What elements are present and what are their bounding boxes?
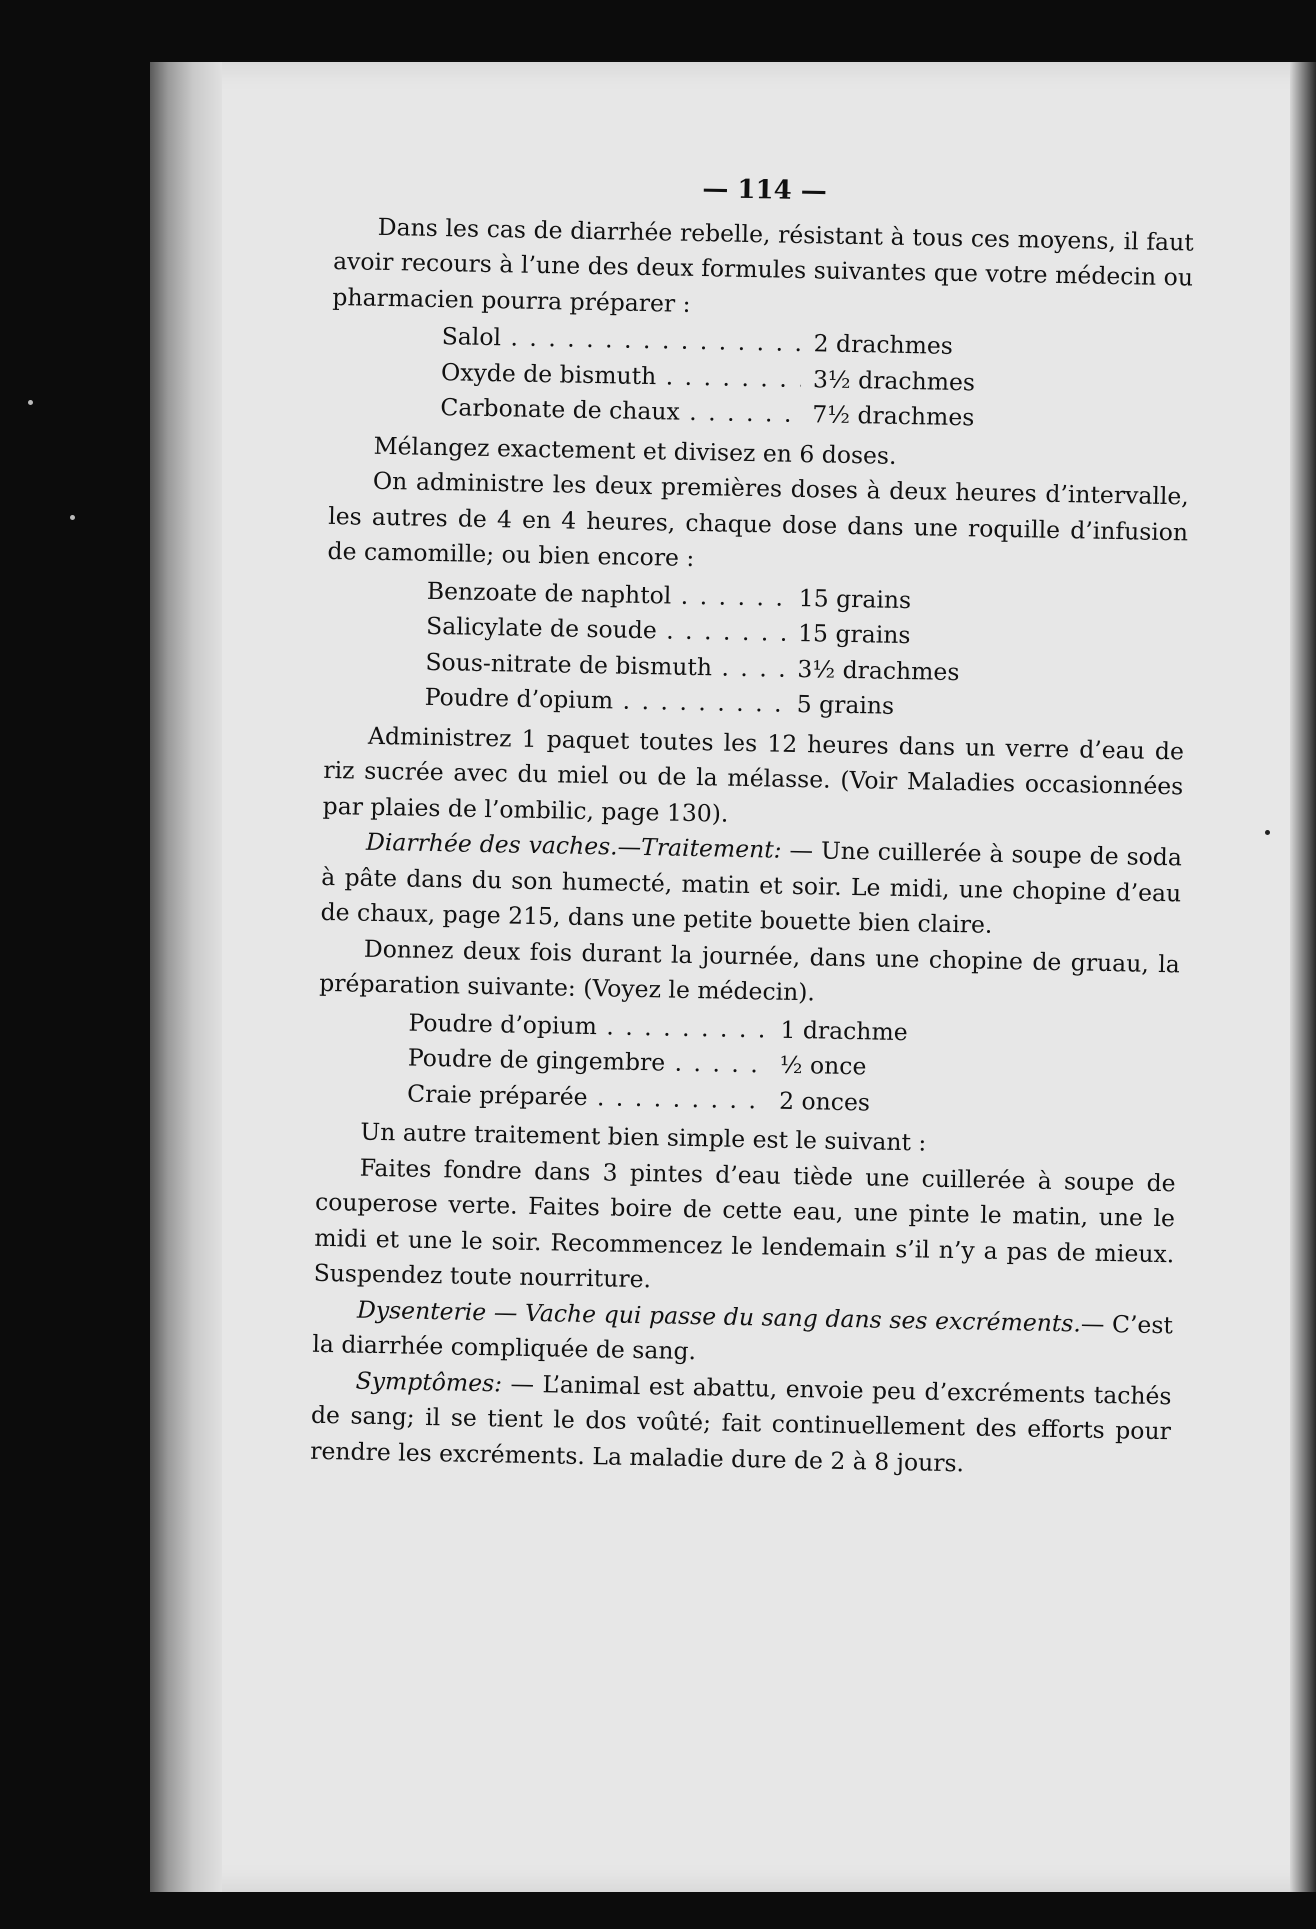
quantity: ½ once bbox=[779, 1050, 867, 1081]
paragraph: Faites fondre dans 3 pintes d’eau tiède une cuillerée à soupe de couperose verte. Faites boire de cette eau, une pinte le matin, une le midi et une le soir. Recommencez le lendemain s’il n’y a pas de mieux. Suspendez toute nourriture. bbox=[313, 1153, 1176, 1294]
ingredient: Salicylate de soude . . . bbox=[426, 609, 787, 651]
quantity: 3½ drachmes bbox=[812, 364, 976, 396]
ingredient: Carbonate de chaux . . . bbox=[440, 390, 801, 432]
quantity: 2 onces bbox=[778, 1086, 871, 1116]
quantity: 15 grains bbox=[798, 583, 912, 614]
paragraph: Dans les cas de diarrhée rebelle, résistant à tous ces moyens, il faut avoir recours à l’une des deux formules suivantes que votre médecin ou pharmacien pourra préparer : bbox=[332, 212, 1194, 318]
dust-speck bbox=[70, 515, 75, 520]
paragraph bbox=[320, 824, 1182, 947]
page-right-edge bbox=[1290, 62, 1316, 1892]
paragraph bbox=[310, 1362, 1172, 1485]
recipe-1 bbox=[330, 317, 1192, 440]
ingredient: Poudre de gingembre . . . bbox=[408, 1041, 769, 1083]
quantity: 1 drachme bbox=[780, 1015, 908, 1046]
paragraph-body: — Une cuillerée à soupe de soda à pâte dans du son humecté, matin et soir. Le midi, une chopine d’eau de chaux, page 215, dans une petite bouette bien claire. bbox=[320, 835, 1183, 939]
ingredient: Sous-nitrate de bismuth . . . bbox=[425, 644, 786, 686]
ingredient: Poudre d’opium . . . bbox=[424, 680, 785, 722]
ingredient: Poudre d’opium . . . bbox=[408, 1005, 769, 1047]
quantity: 5 grains bbox=[796, 689, 895, 720]
paragraph-body: — C’est la diarrhée compliquée de sang. bbox=[312, 1309, 1174, 1366]
paragraph: Un autre traitement bien simple est le suivant : bbox=[360, 1117, 927, 1157]
recipe-2 bbox=[324, 571, 1187, 729]
page-gutter-shadow bbox=[150, 62, 222, 1892]
paragraph: Administrez 1 paquet toutes les 12 heures dans un verre d’eau de riz sucrée avec du miel ou de la mélasse. (Voir Maladies occasionnées par plaies de l’ombilic, page 130). bbox=[322, 721, 1185, 828]
paragraph: On administre les deux premières doses à deux heures d’intervalle, les autres de 4 en 4 heures, chaque dose dans une roquille d’infusion de camomille; ou bien encore : bbox=[327, 466, 1190, 572]
ingredient: Craie préparée . . . bbox=[407, 1076, 768, 1118]
page-number: — 114 — bbox=[702, 174, 828, 207]
dust-speck bbox=[1265, 830, 1270, 835]
quantity: 15 grains bbox=[797, 618, 911, 650]
ingredient: Salol . . . bbox=[441, 319, 802, 361]
ingredient: Oxyde de bismuth . . . bbox=[441, 355, 802, 397]
recipe-3 bbox=[317, 1003, 1179, 1126]
paragraph: Mélangez exactement et divisez en 6 doses. bbox=[373, 431, 897, 470]
ingredient: Benzoate de naphtol . . . bbox=[426, 573, 787, 615]
page-text bbox=[310, 165, 1195, 1485]
quantity: 7½ drachmes bbox=[812, 400, 975, 432]
dust-speck bbox=[28, 400, 33, 405]
section-heading: Symptômes: bbox=[355, 1366, 503, 1397]
paragraph: Donnez deux fois durant la journée, dans une chopine de gruau, la préparation suivante: (Voyez le médecin). bbox=[319, 934, 1181, 1007]
section-heading: Diarrhée des vaches.—Traitement: bbox=[365, 827, 782, 864]
quantity: 3½ drachmes bbox=[797, 654, 960, 686]
paragraph-body: — L’animal est abattu, envoie peu d’excréments tachés de sang; il se tient le dos voûté; fait continuellement des efforts pour rendre les excréments. La maladie dure de 2 à 8 jours. bbox=[310, 1368, 1172, 1477]
quantity: 2 drachmes bbox=[813, 329, 954, 360]
section-heading: Dysenterie — Vache qui passe du sang dans ses excréments. bbox=[356, 1295, 1082, 1338]
